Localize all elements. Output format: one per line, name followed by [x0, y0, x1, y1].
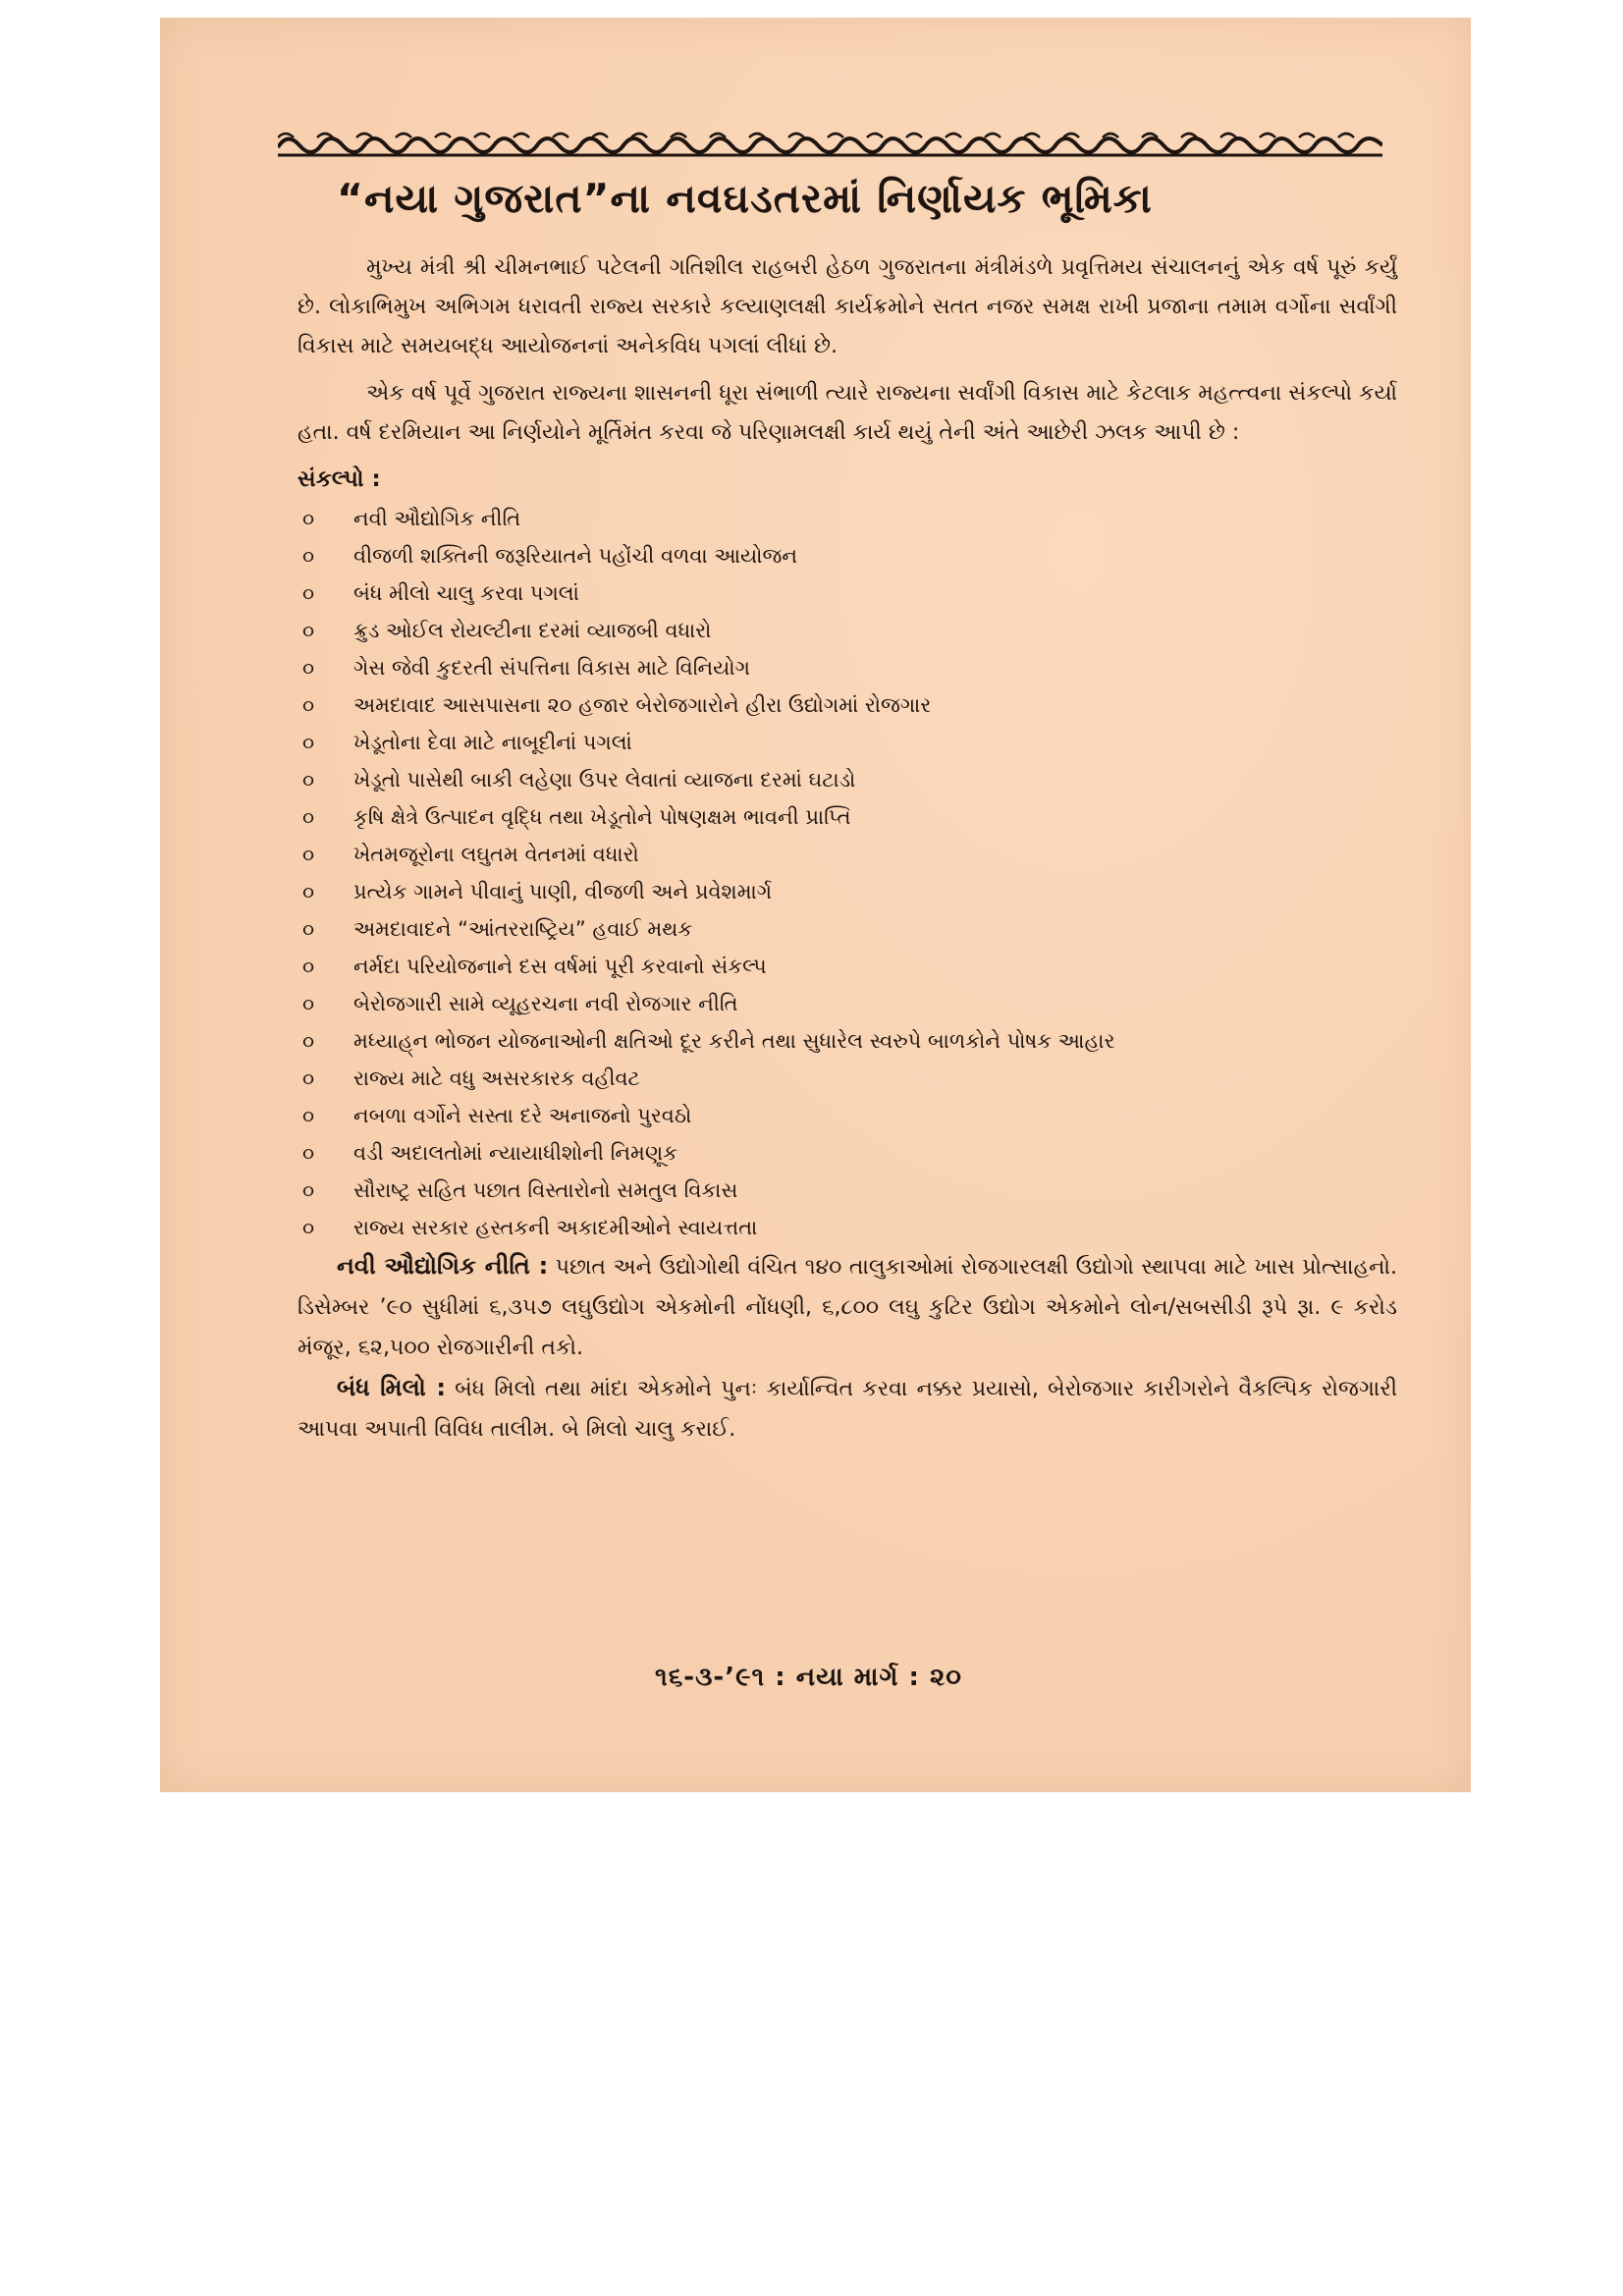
list-item: ૦ ગેસ જેવી કુદરતી સંપત્તિના વિકાસ માટે વિનિયોગ: [298, 649, 1397, 686]
bullet-icon: ૦: [302, 693, 315, 717]
closed-mills-section: [298, 1368, 1397, 1449]
industrial-policy-section: [298, 1246, 1397, 1368]
list-item: ૦ વડી અદાલતોમાં ન્યાયાધીશોની નિમણૂક: [298, 1134, 1397, 1172]
list-item: ૦ પ્રત્યેક ગામને પીવાનું પાણી, વીજળી અને પ્રવેશમાર્ગ: [298, 873, 1397, 910]
industrial-policy-heading: નવી ઔદ્યોગિક નીતિ :: [337, 1252, 549, 1280]
bullet-icon: ૦: [302, 544, 315, 568]
list-item: ૦ ખેતમજૂરોના લઘુતમ વેતનમાં વધારો: [298, 836, 1397, 873]
bullet-icon: ૦: [302, 507, 315, 530]
list-item: ૦ રાજ્ય સરકાર હસ્તકની અકાદમીઓને સ્વાયત્તતા: [298, 1209, 1397, 1246]
page-footer: ૧૬-૩-’૯૧ : નયા માર્ગ : ૨૦: [655, 1663, 962, 1692]
list-item: ૦ વીજળી શક્તિની જરૂરિયાતને પહોંચી વળવા આયોજન: [298, 537, 1397, 574]
bullet-icon: ૦: [302, 1066, 315, 1090]
list-item: ૦ ખેડૂતો પાસેથી બાકી લહેણા ઉપર લેવાતાં વ્યાજના દરમાં ઘટાડો: [298, 761, 1397, 798]
intro-paragraph-1: મુખ્ય મંત્રી શ્રી ચીમનભાઈ પટેલની ગતિશીલ રાહબરી હેઠળ ગુજરાતના મંત્રીમંડળે પ્રવૃત્તિમય સંચાલનનું એક વર્ષ પૂરું કર્યું છે. લોકાભિમુખ અભિગમ ધરાવતી રાજ્ય સરકારે કલ્યાણલક્ષી કાર્યક્રમોને સતત નજર સમક્ષ રાખી પ્રજાના તમામ વર્ગોના સર્વાંગી વિકાસ માટે સમયબદ્ધ આયોજનનાં અનેકવિધ પગલાં લીધાં છે.: [298, 255, 1397, 358]
industrial-policy-text: પછાત અને ઉદ્યોગોથી વંચિત ૧૪૦ તાલુકાઓમાં રોજગારલક્ષી ઉદ્યોગો સ્થાપવા માટે ખાસ પ્રોત્સાહનો. ડિસેમ્બર ’૯૦ સુધીમાં ૬,૩૫૭ લઘુઉદ્યોગ એકમોની નોંધણી, ૬,૮૦૦ લઘુ કુટિર ઉદ્યોગ એકમોને લોન/સબસીડી રૂપે રૂા. ૯ કરોડ મંજૂર, ૬૨,૫૦૦ રોજગારીની તકો.: [298, 1255, 1397, 1360]
list-item: ૦ નબળા વર્ગોને સસ્તા દરે અનાજનો પુરવઠો: [298, 1097, 1397, 1134]
bullet-icon: ૦: [302, 917, 315, 941]
resolutions-list: [298, 500, 1397, 1246]
bullet-icon: ૦: [302, 1141, 315, 1165]
article-body: [298, 248, 1397, 1449]
bullet-icon: ૦: [302, 1178, 315, 1202]
intro-paragraph-2: એક વર્ષ પૂર્વે ગુજરાત રાજ્યના શાસનની ધૂરા સંભાળી ત્યારે રાજ્યના સર્વાંગી વિકાસ માટે કેટલાક મહત્ત્વના સંકલ્પો કર્યા હતા. વર્ષ દરમિયાન આ નિર્ણયોને મૂર્તિમંત કરવા જે પરિણામલક્ષી કાર્ય થયું તેની અંતે આછેરી ઝલક આપી છે :: [298, 381, 1397, 445]
list-item: ૦ અમદાવાદ આસપાસના ૨૦ હજાર બેરોજગારોને હીરા ઉદ્યોગમાં રોજગાર: [298, 686, 1397, 724]
list-item: ૦ બેરોજગારી સામે વ્યૂહરચના નવી રોજગાર નીતિ: [298, 985, 1397, 1022]
page-title: “નયા ગુજરાત”ના નવઘડતરમાં નિર્ણાયક ભૂમિકા: [337, 175, 1153, 222]
list-item: ૦ કૃષિ ક્ષેત્રે ઉત્પાદન વૃદ્ધિ તથા ખેડૂતોને પોષણક્ષમ ભાવની પ્રાપ્તિ: [298, 798, 1397, 836]
list-item: ૦ બંધ મીલો ચાલુ કરવા પગલાં: [298, 574, 1397, 612]
list-item: ૦ મધ્યાહ્‌ન ભોજન યોજનાઓની ક્ષતિઓ દૂર કરીને તથા સુધારેલ સ્વરુપે બાળકોને પોષક આહાર: [298, 1022, 1397, 1060]
bullet-icon: ૦: [302, 1029, 315, 1053]
bullet-icon: ૦: [302, 656, 315, 680]
list-item: ૦ અમદાવાદને “આંતરરાષ્ટ્રિય” હવાઈ મથક: [298, 910, 1397, 948]
list-item: ૦ નવી ઔદ્યોગિક નીતિ: [298, 500, 1397, 537]
scanned-page: [160, 18, 1471, 1792]
list-item: ૦ સૌરાષ્ટ્ર સહિત પછાત વિસ્તારોનો સમતુલ વિકાસ: [298, 1172, 1397, 1209]
bullet-icon: ૦: [302, 805, 315, 829]
list-item: ૦ રાજ્ય માટે વધુ અસરકારક વહીવટ: [298, 1060, 1397, 1097]
bullet-icon: ૦: [302, 843, 315, 866]
resolutions-heading: સંકલ્પો :: [298, 466, 381, 492]
bullet-icon: ૦: [302, 1216, 315, 1239]
decorative-border: [278, 128, 1382, 163]
bullet-icon: ૦: [302, 619, 315, 642]
bullet-icon: ૦: [302, 768, 315, 792]
bullet-icon: ૦: [302, 955, 315, 978]
bullet-icon: ૦: [302, 880, 315, 903]
bullet-icon: ૦: [302, 731, 315, 754]
list-item: ૦ ખેડૂતોના દેવા માટે નાબૂદીનાં પગલાં: [298, 724, 1397, 761]
bullet-icon: ૦: [302, 992, 315, 1015]
list-item: ૦ ક્રુડ ઓઈલ રોયલ્ટીના દરમાં વ્યાજબી વધારો: [298, 612, 1397, 649]
bullet-icon: ૦: [302, 581, 315, 605]
bullet-icon: ૦: [302, 1104, 315, 1127]
list-item: ૦ નર્મદા પરિયોજનાને દસ વર્ષમાં પૂરી કરવાનો સંકલ્પ: [298, 948, 1397, 985]
closed-mills-text: બંધ મિલો તથા માંદા એકમોને પુનઃ કાર્યાન્વિત કરવા નક્કર પ્રયાસો, બેરોજગાર કારીગરોને વૈકલ્પિક રોજગારી આપવા અપાતી વિવિધ તાલીમ. બે મિલો ચાલુ કરાઈ.: [298, 1377, 1397, 1442]
closed-mills-heading: બંધ મિલો :: [337, 1374, 446, 1401]
